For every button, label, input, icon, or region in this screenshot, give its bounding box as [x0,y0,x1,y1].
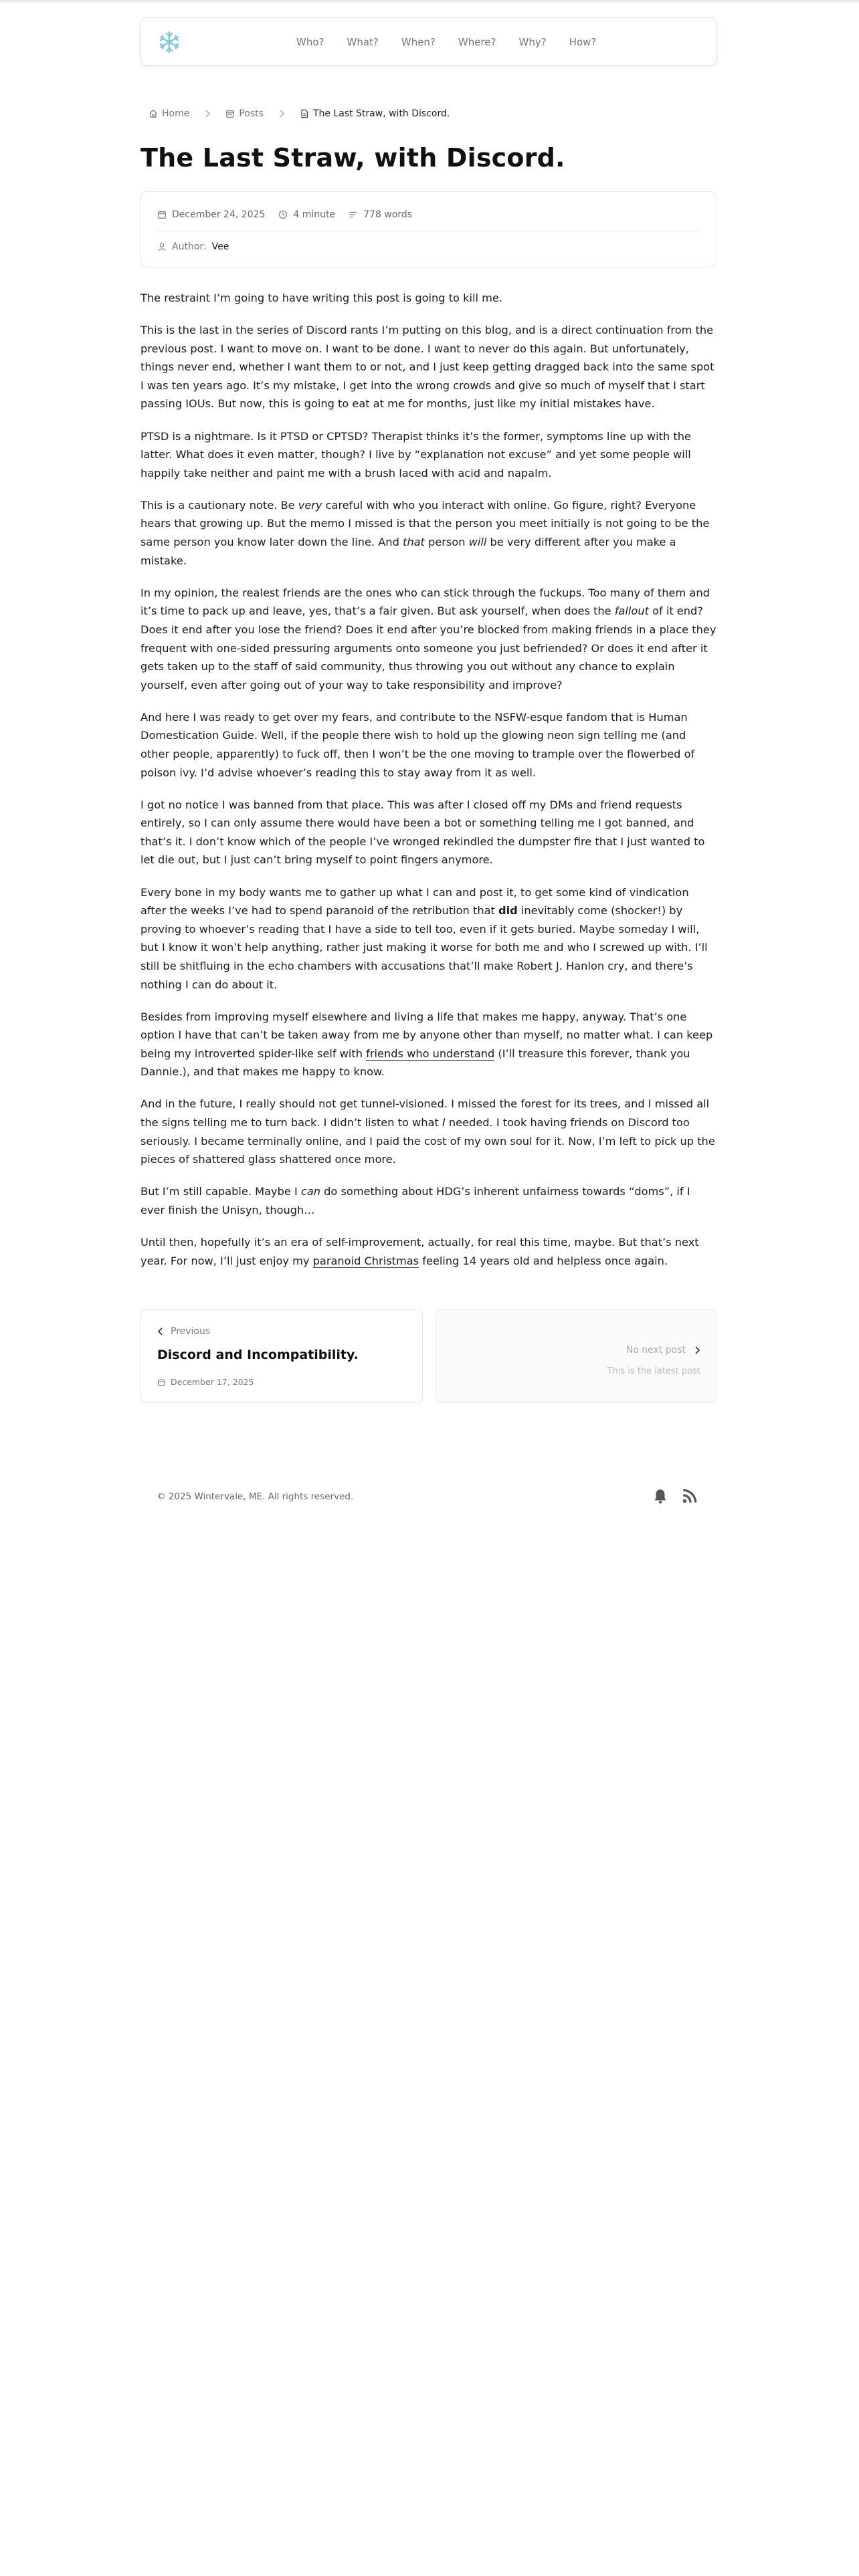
text-run: In my opinion, the realest friends are the ones who can stick through the fuckups. Too many of them and it’s time to pack up and leave, yes, that’s a fair given. But ask yourself, when does the [140,586,710,618]
word-count [349,209,412,220]
nav-link-why[interactable]: Why? [518,36,547,48]
author-label: Author: [172,241,207,252]
footer-icons [652,1487,710,1505]
paragraph [140,1008,717,1081]
next-label [626,1345,700,1356]
text-run: needed. I took having friends on Discord too seriously. I became terminally online, and I paid the cost of my own soul for it. Now, I’m left to pick up the pieces of shattered glass shattered once more. [140,1116,715,1166]
user-icon [157,242,167,251]
paragraph [140,1095,717,1168]
archive-icon [225,109,235,118]
post-meta-row [157,208,425,221]
article-body [140,289,717,1284]
text-run: Besides from improving myself elsewhere and living a life that makes me happy, anyway. That’s one option I have that can’t be taken away from me by anyone other than myself, no matter what. I can keep being my introverted spider-like self with [140,1010,713,1060]
text-run: This is a cautionary note. Be [140,498,298,512]
next-post-card [435,1309,717,1403]
rss-icon[interactable] [681,1487,698,1505]
paragraph [140,1182,717,1219]
emphasis: will [468,536,487,549]
nav-link-who[interactable]: Who? [296,36,324,48]
paragraph: PTSD is a nightmare. Is it PTSD or CPTSD? Therapist thinks it’s the former, symptoms line up with the latter. What does it even matter, though? I live by “explanation not excuse” and yet some people will happily take neither and paint me with a brush laced with acid and napalm. [140,429,691,479]
text-run: But I’m still capable. Maybe I [140,1185,301,1198]
nav-link-how[interactable]: How? [569,36,597,48]
text-lines-icon [349,210,358,219]
author-row [157,240,229,253]
breadcrumb-home[interactable] [149,108,189,119]
nav-link-where[interactable]: Where? [458,36,496,48]
paragraph [140,883,717,994]
paragraph [140,584,717,695]
emphasis: that [403,536,425,549]
breadcrumb-posts[interactable] [225,108,264,119]
breadcrumb-home-label: Home [162,108,190,119]
text-run: And in the future, I really should not get tunnel-visioned. I missed the forest for its trees, and I missed all the signs telling me to turn back. I didn’t listen to what [140,1097,710,1130]
breadcrumb-current-label: The Last Straw, with Discord. [312,108,450,119]
snowflake-logo-icon[interactable] [157,30,181,54]
word-count-text: 778 words [363,209,413,220]
text-run: person [424,536,469,549]
text-run: inevitably come (shocker!) by proving to whoever’s reading that I have a side to tell too, even if it gets buried. Maybe someday I will, but I know it won’t help anything, rather just making it worse for both me and who I screwed up with. I’ll still be shitfluing in the echo chambers with accusations that’ll make Robert J. Hanlon cry, and there’s nothing I can do about it. [140,904,708,991]
emphasis: fallout [614,605,649,618]
text-run: careful with who you interact with online. Go figure, right? Everyone hears that growing up. But the memo I missed is that the person you meet initially is not going to be the same person you know later down the line. And [140,498,710,549]
previous-label [157,1326,210,1337]
previous-post-card[interactable] [140,1309,423,1403]
text-run: (I’ll treasure this forever, thank you Dannie.), and that makes me happy to know. [140,1047,690,1079]
breadcrumb [149,107,450,120]
nav-link-what[interactable]: What? [347,36,379,48]
navbar [140,17,717,66]
nav-link-when[interactable]: When? [401,36,436,48]
emphasis: very [298,498,322,512]
text-run: Every bone in my body wants me to gather up what I can and post it, to get some kind of vindication after the weeks I’ve had to spend paranoid of the retribution that [140,885,689,918]
nav-links [296,18,619,66]
footer-copyright: © 2025 Wintervale, ME. All rights reserved. [157,1491,354,1502]
paragraph: I got no notice I was banned from that place. This was after I closed off my DMs and friend requests entirely, so I can only assume there would have been a bot or something telling me I got banned, and that’s it. I don’t know which of the people I’ve wronged rekindled the dumpster fire that I just wanted to let die out, but I just can’t bring myself to point fingers anymore. [140,798,705,867]
chevron-right-icon [278,109,285,118]
post-date [157,209,265,220]
document-icon [300,109,309,118]
bell-icon[interactable] [652,1487,669,1505]
home-icon [149,109,158,118]
bold-text: did [498,904,518,918]
emphasis: can [300,1185,321,1198]
paragraph [140,1233,717,1270]
emphasis: I [442,1116,446,1130]
text-run: be very different after you make a mistake. [140,536,676,567]
paragraph: And here I was ready to get over my fears, and contribute to the NSFW-esque fandom that is Human Domestication Guide. Well, if the people there wish to hold up the glowing neon sign telling me (and other people, apparently) to fuck off, then I won’t be the one moving to trample over the flowerbed of poison ivy. I’d advise whoever’s reading this to stay away from it as well. [140,710,695,779]
chevron-right-icon [204,109,211,118]
page-title: The Last Straw, with Discord. [140,143,565,173]
clock-icon [278,210,288,219]
breadcrumb-current [300,108,450,119]
text-run: of it end? Does it end after you lose the friend? Does it end after you’re blocked from making friends in a place they frequent with one-sided pressuring arguments onto someone you just befriended? Or does it end after it gets taken up to the staff of said community, thus throwing you out without any chance to explain yourself, even after going out of your way to take responsibility and improve? [140,605,717,691]
paragraph [140,496,717,570]
calendar-icon [157,1378,165,1386]
text-run: do something about HDG’s inherent unfairness towards “doms”, if I ever finish the Unisyn, though… [140,1185,690,1216]
previous-post-date-text: December 17, 2025 [171,1377,254,1387]
chevron-right-icon [694,1346,700,1355]
christmas-link[interactable]: paranoid Christmas [312,1254,419,1267]
next-label-text: No next post [626,1345,686,1356]
text-run: feeling 14 years old and helpless once again. [419,1254,668,1267]
chevron-left-icon [157,1327,164,1336]
breadcrumb-posts-label: Posts [239,108,264,119]
author-name[interactable]: Vee [211,241,229,252]
post-meta-card [140,191,717,267]
paragraph: This is the last in the series of Discord rants I’m putting on this blog, and is a direct continuation from the previous post. I want to move on. I want to be done. I want to never do this again. But unfortunately, things never end, whether I want them to or not, and I just keep getting dragged back into the same spot I was ten years ago. It’s my mistake, I get into the wrong crowds and give so much of myself that I start passing IOUs. But now, this is going to eat at me for months, just like my initial mistakes have. [140,324,714,411]
previous-post-title: Discord and Incompatibility. [157,1348,359,1362]
reading-time-text: 4 minute [293,209,336,220]
reading-time [278,209,335,220]
previous-post-date [157,1377,254,1387]
next-post-subtext: This is the latest post [607,1366,700,1376]
paragraph: The restraint I’m going to have writing this post is going to kill me. [140,292,502,304]
calendar-icon [157,210,167,219]
friends-link[interactable]: friends who understand [366,1047,495,1060]
top-shadow [0,0,859,4]
previous-label-text: Previous [171,1326,211,1337]
text-run: Until then, hopefully it’s an era of self-improvement, actually, for real this time, maybe. But that’s next year. For now, I’ll just enjoy my [140,1236,699,1267]
post-date-text: December 24, 2025 [172,209,266,220]
